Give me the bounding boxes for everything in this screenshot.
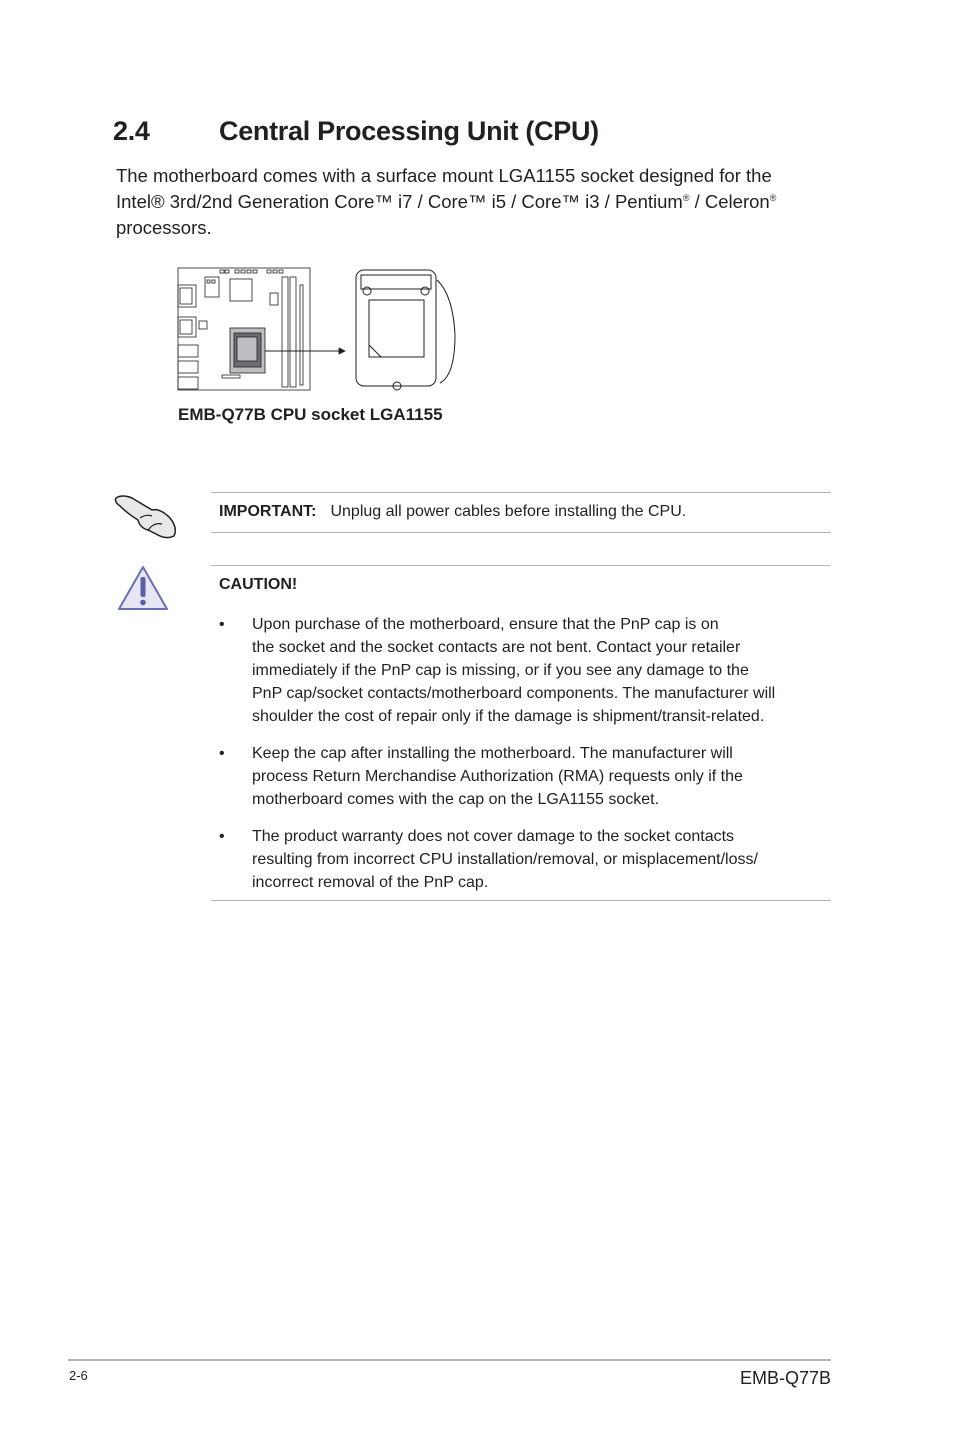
socket-cavity: [369, 300, 424, 357]
bullet-marker: •: [219, 828, 225, 845]
caution-item-line: The product warranty does not cover damage to the socket contacts: [252, 828, 735, 845]
intro-paragraph: [116, 163, 836, 241]
page-number: 2-6: [69, 1368, 88, 1383]
model-name: EMB-Q77B: [739, 1368, 831, 1388]
divider: [211, 532, 831, 533]
caution-label: CAUTION!: [219, 576, 298, 593]
warning-triangle-icon: [116, 564, 170, 612]
load-lever: [437, 280, 455, 383]
caution-item-line: the socket and the socket contacts are not bent. Contact your retailer: [252, 639, 741, 656]
caution-item-line: Keep the cap after installing the motherboard. The manufacturer will: [252, 745, 733, 762]
footer-divider: [68, 1359, 831, 1361]
section-title: [113, 116, 599, 147]
important-note: [219, 503, 686, 521]
intro-line-2: [116, 189, 836, 215]
caution-item: [219, 825, 829, 894]
section-number: 2.4: [113, 116, 150, 146]
caution-item-line: shoulder the cost of repair only if the damage is shipment/transit-related.: [252, 708, 765, 725]
caution-item-line: PnP cap/socket contacts/motherboard components. The manufacturer will: [252, 685, 776, 702]
registered-mark: ®: [769, 193, 777, 203]
divider: [211, 492, 831, 493]
divider: [211, 565, 831, 566]
intro-line-1: The motherboard comes with a surface mount LGA1155 socket designed for the: [116, 165, 772, 186]
intro-line-3: processors.: [116, 217, 212, 238]
divider: [211, 900, 831, 901]
caution-item: [219, 742, 829, 811]
caution-item: [219, 613, 829, 728]
screw-icon: [363, 287, 371, 295]
important-message: Unplug all power cables before installing the CPU.: [330, 503, 687, 520]
registered-mark: ®: [682, 193, 690, 203]
hand-pointing-icon: [112, 488, 182, 542]
caution-item-line: motherboard comes with the cap on the LGA1155 socket.: [252, 791, 660, 808]
caution-item-line: process Return Merchandise Authorization (RMA) requests only if the: [252, 768, 743, 785]
screw-icon: [421, 287, 429, 295]
figure-caption: EMB-Q77B CPU socket LGA1155: [178, 405, 443, 424]
intro-line-2-start: Intel® 3rd/2nd Generation Core™ i7 / Core™ i5 / Core™ i3 / Pentium: [116, 191, 683, 212]
bullet-marker: •: [219, 745, 225, 762]
intro-line-2-middle: / Celeron: [689, 191, 770, 212]
caution-item-line: immediately if the PnP cap is missing, or if you see any damage to the: [252, 662, 749, 679]
caution-item-line: Upon purchase of the motherboard, ensure that the PnP cap is on: [252, 616, 719, 633]
caution-item-line: resulting from incorrect CPU installation/removal, or misplacement/loss/: [252, 851, 758, 868]
section-heading: Central Processing Unit (CPU): [219, 116, 599, 146]
bullet-marker: •: [219, 616, 225, 633]
cpu-socket-diagram: [175, 265, 475, 395]
important-label: IMPORTANT:: [219, 503, 317, 520]
caution-item-line: incorrect removal of the PnP cap.: [252, 874, 489, 891]
motherboard-layout: [178, 268, 345, 390]
socket-closeup: [356, 270, 455, 390]
